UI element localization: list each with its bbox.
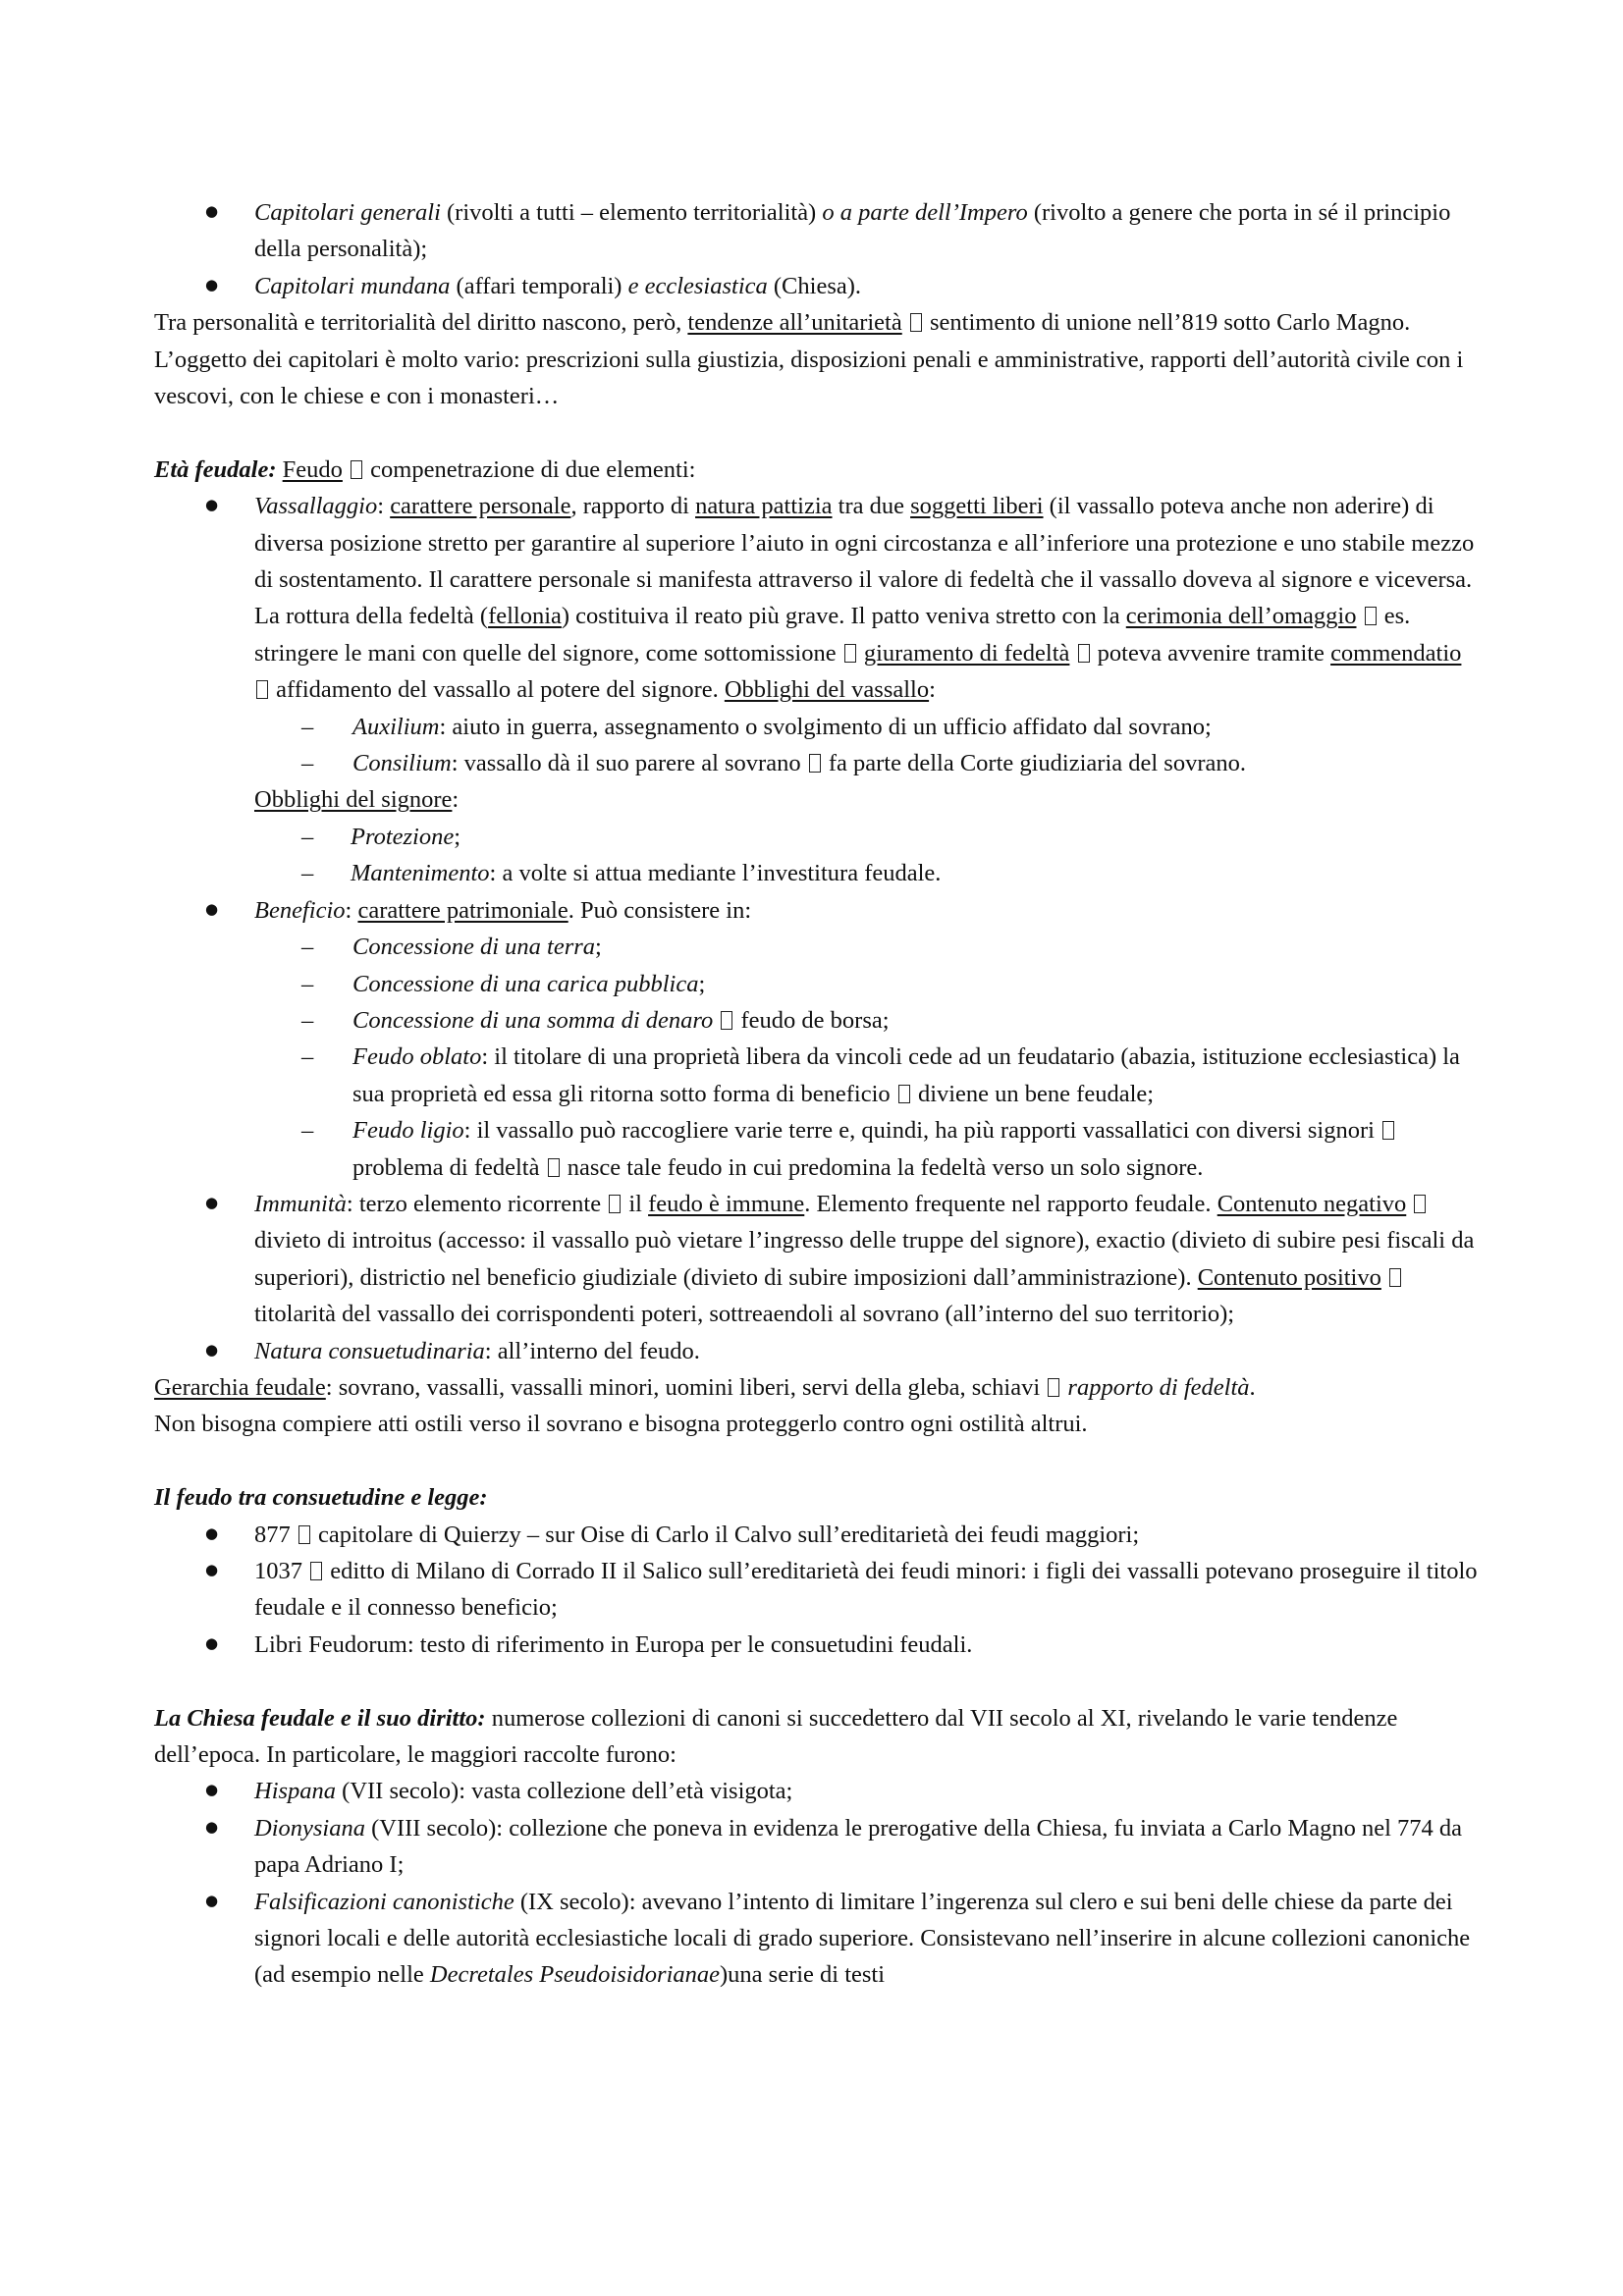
paragraph-tendenze: Tra personalità e territorialità del diritto nascono, però, tendenze all’unitarietà sentimento di unione nell’819 sotto Carlo Magno. L’oggetto dei capitolari è molto vario: prescrizioni sulla giustizia, disposizioni penali e amministrative, rapporti dell’autorità civile con i vescovi, con le chiese e con i monasteri… [154, 309, 1464, 410]
section-heading-chiesa: La Chiesa feudale e il suo diritto: numerose collezioni di canoni si succedettero dal VII secolo al XI, rivelando le varie tendenze dell’epoca. In particolare, le maggiori raccolte furono: [154, 1704, 1398, 1769]
consuetudine-list [154, 1517, 1480, 1664]
feudo-elements-list-2 [154, 892, 1480, 929]
missing-glyph-icon [910, 313, 922, 332]
section-heading-eta-feudale: Età feudale: Feudo compenetrazione di due elementi: [154, 455, 696, 483]
list-item: ● Hispana (VII secolo): vasta collezione dell’età visigota; [154, 1773, 1480, 1809]
missing-glyph-icon [1389, 1268, 1401, 1287]
list-item: ● Capitolari generali (rivolti a tutti – elemento territorialità) o a parte dell’Impero (rivolto a genere che porta in sé il principio della personalità); [154, 194, 1480, 268]
missing-glyph-icon [1382, 1121, 1394, 1140]
feudo-elements-list-3 [154, 1186, 1480, 1369]
missing-glyph-icon [721, 1011, 732, 1030]
missing-glyph-icon [351, 460, 362, 479]
missing-glyph-icon [298, 1525, 310, 1544]
document-body [154, 194, 1480, 1994]
missing-glyph-icon [1048, 1378, 1059, 1397]
obblighi-signore-list [154, 819, 1480, 892]
list-item: – Protezione; [154, 819, 1480, 855]
missing-glyph-icon [1365, 607, 1377, 625]
list-item: – Concessione di una carica pubblica; [154, 966, 1480, 1002]
obblighi-vassallo-list [154, 709, 1480, 782]
capitolari-list [154, 194, 1480, 304]
list-item: – Concessione di una terra; [154, 929, 1480, 965]
list-item: ● 1037 editto di Milano di Corrado II il Salico sull’ereditarietà dei feudi minori: i figli dei vassalli potevano proseguire il titolo feudale e il connesso beneficio; [154, 1553, 1480, 1627]
paragraph-ostilita: Non bisogna compiere atti ostili verso il sovrano e bisogna proteggerlo contro ogni ostilità altrui. [154, 1411, 1088, 1438]
missing-glyph-icon [1078, 644, 1090, 663]
missing-glyph-icon [1414, 1195, 1426, 1213]
list-item: – Feudo ligio: il vassallo può raccogliere varie terre e, quindi, ha più rapporti vassallatici con diversi signori problema di fedeltà nasce tale feudo in cui predomina la fedeltà verso un solo signore. [154, 1112, 1480, 1186]
list-item: ● Dionysiana (VIII secolo): collezione che poneva in evidenza le prerogative della Chiesa, fu inviata a Carlo Magno nel 774 da papa Adriano I; [154, 1810, 1480, 1884]
list-item-immunita: ● Immunità: terzo elemento ricorrente il feudo è immune. Elemento frequente nel rapporto feudale. Contenuto negativo divieto di introitus (accesso: il vassallo può vietare l’ingresso delle truppe del signore), exactio (divieto di subire pesi fiscali da superiori), districtio nel beneficio giudiziale (divieto di subire imposizioni dall’amministrazione). Contenuto positivo titolarità del vassallo dei corrispondenti poteri, sottreaendoli al sovrano (all’interno del suo territorio); [154, 1186, 1480, 1333]
list-item: ● 877 capitolare di Quierzy – sur Oise di Carlo il Calvo sull’ereditarietà dei feudi maggiori; [154, 1517, 1480, 1553]
obblighi-signore-heading: Obblighi del signore: [254, 786, 460, 814]
list-item: – Consilium: vassallo dà il suo parere al sovrano fa parte della Corte giudiziaria del sovrano. [154, 745, 1480, 781]
missing-glyph-icon [898, 1085, 910, 1103]
missing-glyph-icon [548, 1158, 560, 1177]
list-item: – Feudo oblato: il titolare di una proprietà libera da vincoli cede ad un feudatario (abazia, istituzione ecclesiastica) la sua proprietà ed essa gli ritorna sotto forma di beneficio diviene un bene feudale; [154, 1039, 1480, 1112]
list-item: – Auxilium: aiuto in guerra, assegnamento o svolgimento di un ufficio affidato dal sovrano; [154, 709, 1480, 745]
missing-glyph-icon [256, 680, 268, 699]
list-item: ● Capitolari mundana (affari temporali) e ecclesiastica (Chiesa). [154, 268, 1480, 304]
missing-glyph-icon [844, 644, 856, 663]
list-item: – Concessione di una somma di denaro feudo de borsa; [154, 1002, 1480, 1039]
list-item-vassallaggio: ● Vassallaggio: carattere personale, rapporto di natura pattizia tra due soggetti liberi (il vassallo poteva anche non aderire) di diversa posizione stretto per garantire al superiore l’aiuto in ogni circostanza e all’inferiore una protezione e uno stabile mezzo di sostentamento. Il carattere personale si manifesta attraverso il valore di fedeltà che il vassallo doveva al signore e viceversa. La rottura della fedeltà (fellonia) costituiva il reato più grave. Il patto veniva stretto con la cerimonia dell’omaggio es. stringere le mani con quelle del signore, come sottomissione giuramento di fedeltà poteva avvenire tramite commendatio affidamento del vassallo al potere del signore. Obblighi del vassallo: [154, 488, 1480, 708]
list-item: – Mantenimento: a volte si attua mediante l’investitura feudale. [154, 855, 1480, 891]
list-item-natura: ● Natura consuetudinaria: all’interno del feudo. [154, 1333, 1480, 1369]
beneficio-list [154, 929, 1480, 1186]
feudo-elements-list [154, 488, 1480, 708]
list-item: ● Libri Feudorum: testo di riferimento in Europa per le consuetudini feudali. [154, 1627, 1480, 1663]
chiesa-list [154, 1773, 1480, 1993]
missing-glyph-icon [609, 1195, 621, 1213]
list-item-beneficio: ● Beneficio: carattere patrimoniale. Può consistere in: [154, 892, 1480, 929]
section-heading-consuetudine: Il feudo tra consuetudine e legge: [154, 1484, 488, 1512]
missing-glyph-icon [310, 1562, 322, 1580]
list-item: ● Falsificazioni canonistiche (IX secolo): avevano l’intento di limitare l’ingerenza sul clero e sui beni delle chiese da parte dei signori locali e delle autorità ecclesiastiche locali di grado superiore. Consistevano nell’inserire in alcune collezioni canoniche (ad esempio nelle Decretales Pseudoisidorianae)una serie di testi [154, 1884, 1480, 1994]
missing-glyph-icon [809, 754, 821, 773]
paragraph-gerarchia: Gerarchia feudale: sovrano, vassalli, vassalli minori, uomini liberi, servi della gleba, schiavi rapporto di fedeltà. [154, 1373, 1256, 1401]
